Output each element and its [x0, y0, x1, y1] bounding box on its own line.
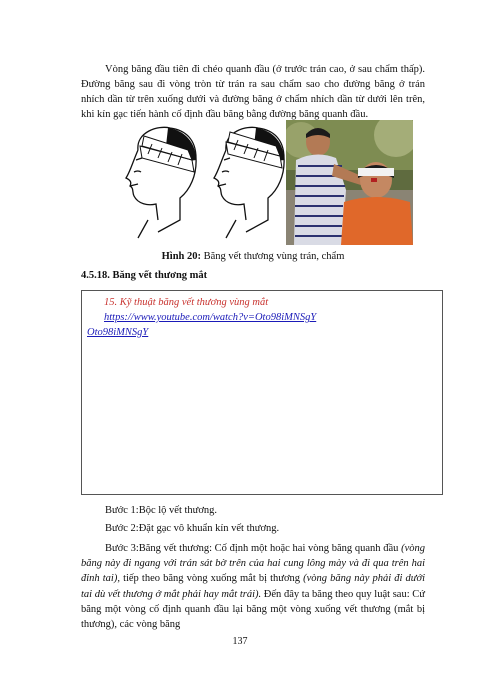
- photo-bandaging-head: [286, 120, 413, 245]
- section-heading: 4.5.18. Băng vết thương mắt: [81, 270, 208, 281]
- step-3-italic-note-2: (vòng băng này phải đi dưới tai dù vết thương ở mắt phải hay mắt trái).: [81, 573, 425, 600]
- video-link-continuation[interactable]: Oto98iMNSgY: [87, 327, 149, 338]
- step-3-lead: Bước 3:Băng vết thương: Cố định một hoặc hai vòng băng quanh đầu: [105, 543, 402, 554]
- figure-caption: [81, 250, 425, 264]
- head-bandage-illustration: [108, 120, 288, 245]
- video-reference-box: [81, 290, 443, 495]
- step-1: Bước 1:Bộc lộ vết thương.: [105, 505, 218, 516]
- page-number: 137: [232, 636, 248, 647]
- video-link[interactable]: https://www.youtube.com/watch?v=Oto98iMNSgY: [104, 312, 317, 323]
- bandage-photo: [286, 120, 413, 245]
- step-2: Bước 2:Đặt gạc vô khuẩn kín vết thương.: [105, 523, 280, 534]
- paragraph-step-3: [81, 541, 425, 632]
- step-3-mid: tiếp theo băng vòng xuống mắt bị thương: [119, 573, 304, 585]
- video-title: 15. Kỹ thuật băng vết thương vùng mắt: [104, 297, 269, 308]
- step-3-italic-note-1: (vòng băng này đi ngang với trán sát bờ trên của hai cung lông mày và đi qua trên hai đỉnh tai),: [81, 543, 425, 585]
- paragraph-bandage-description: Vòng băng đầu tiên đi chéo quanh đầu (ở trước trán cao, ở sau chẩm thấp). Đường băng sau đi vòng tròn từ trán ra sau chẩm sao cho đường băng ở trán nhích dần từ trên xuống dưới và đường băng ở chẩm nhích dần từ dưới lên trên, khi kín gạc tiến hành cố định đầu băng bằng đường băng quanh đầu.: [81, 64, 425, 120]
- line-drawing-heads: [108, 120, 288, 245]
- figure-label: Hình 20:: [161, 251, 202, 262]
- figure-caption-text: Băng vết thương vùng trán, chẩm: [201, 251, 345, 262]
- step-3-tail: Đến đây ta băng theo quy luật sau: Cứ băng một vòng cố định quanh đầu lại băng một vòng xuống vết thương (mắt bị thương), các vòng băng: [81, 588, 425, 631]
